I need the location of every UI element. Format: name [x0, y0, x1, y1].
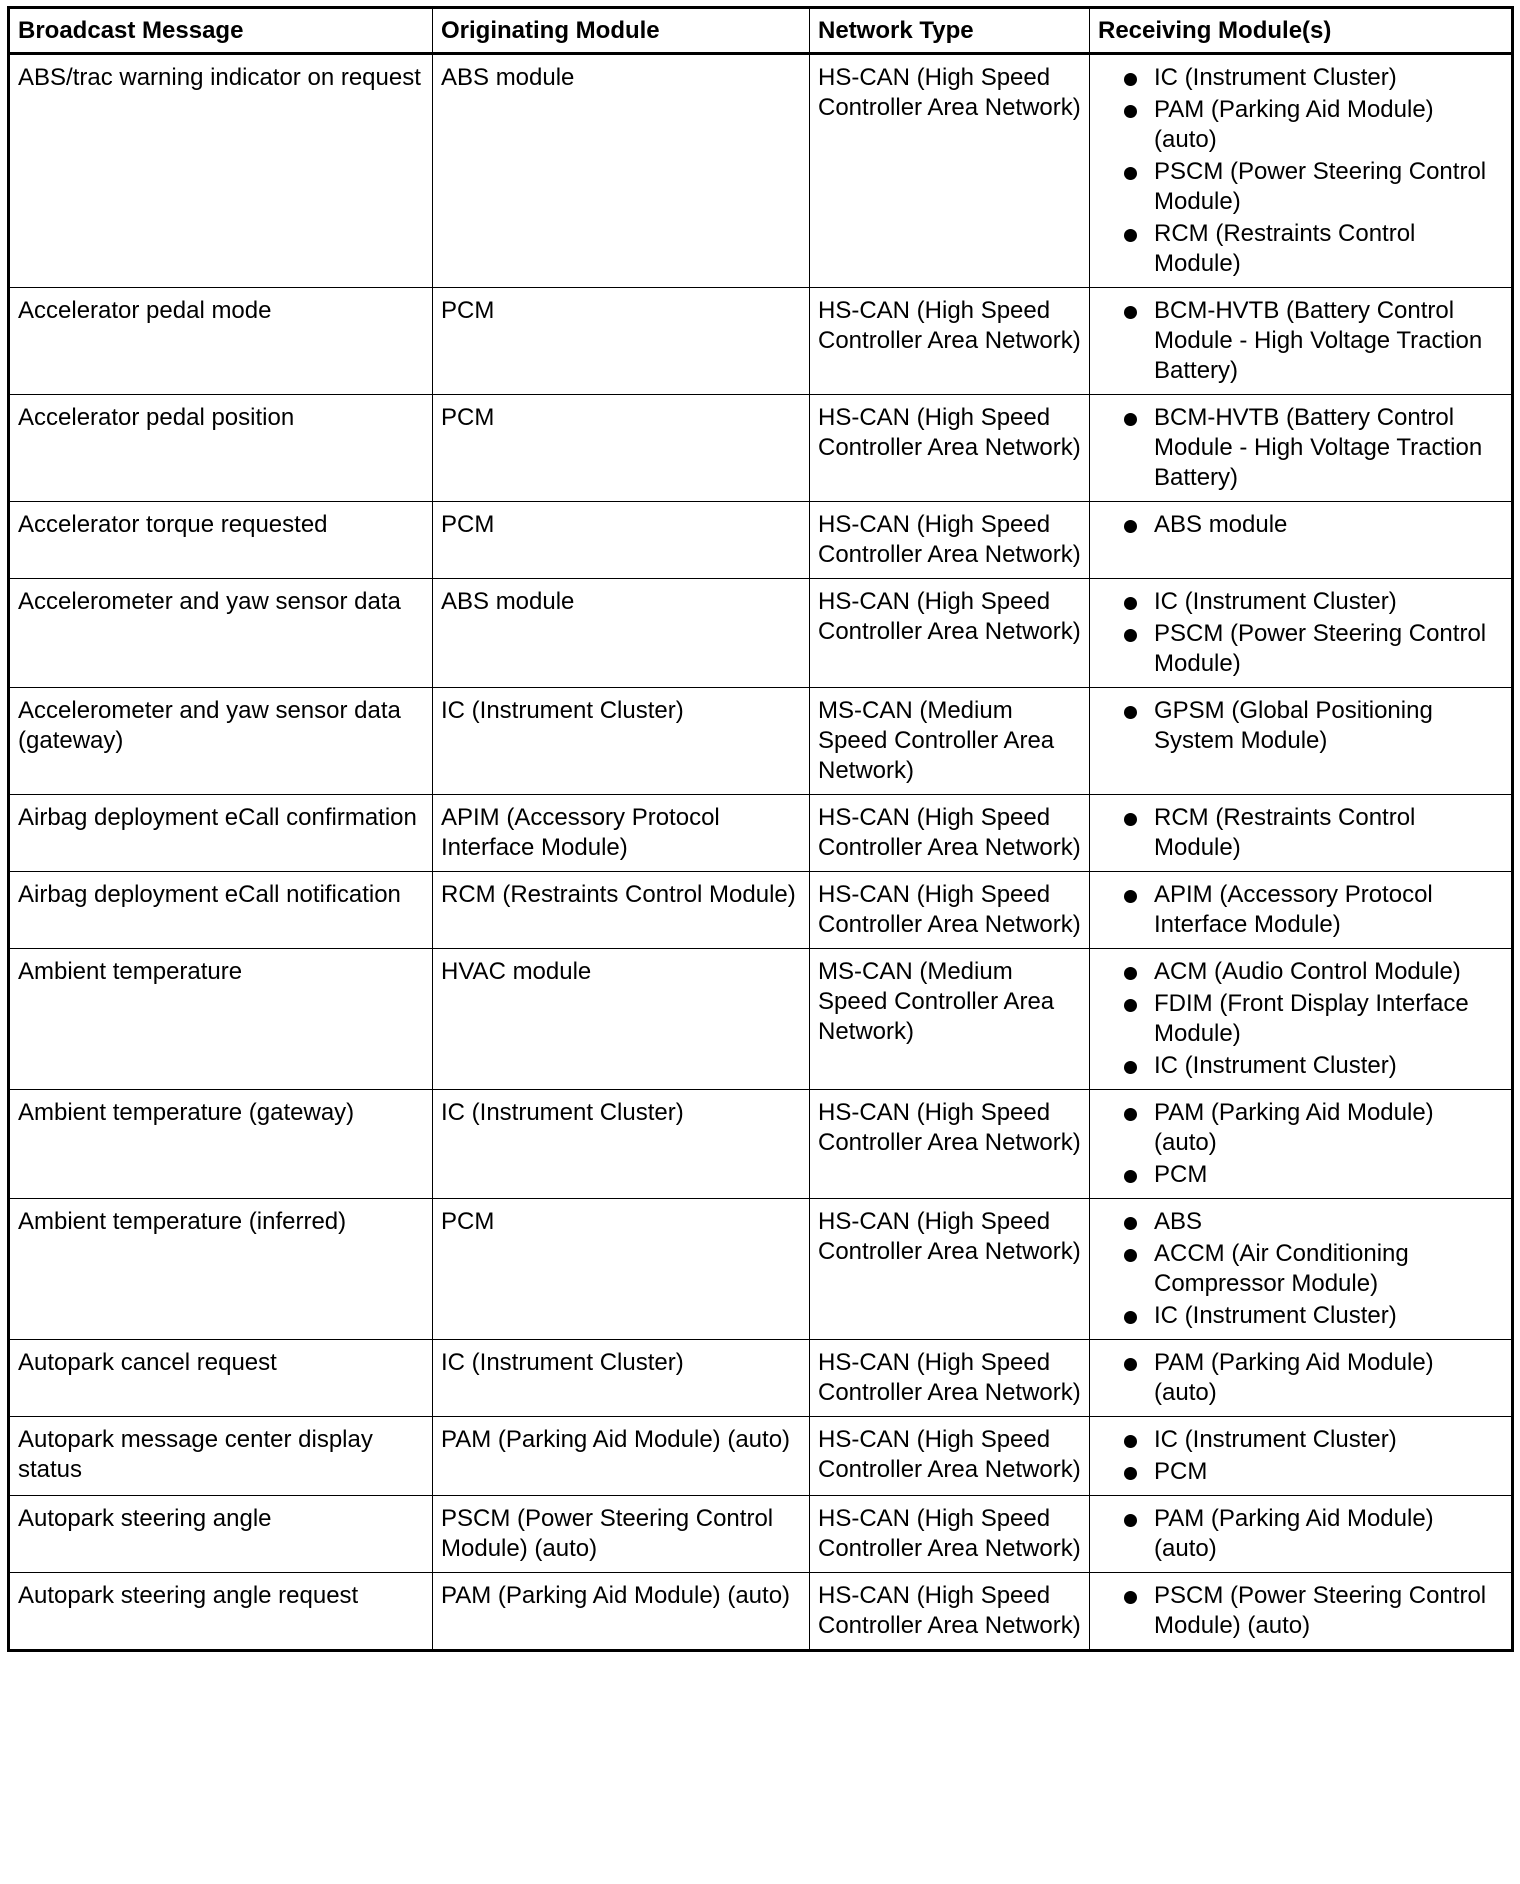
receiving-module-label: IC (Instrument Cluster) — [1154, 1302, 1397, 1329]
cell-broadcast-message: Autopark steering angle — [9, 1496, 433, 1573]
header-receiving-modules: Receiving Module(s) — [1090, 8, 1513, 54]
cell-originating-module: APIM (Accessory Protocol Interface Module) — [433, 795, 810, 872]
list-item — [1098, 957, 1503, 987]
bullet-icon — [1124, 520, 1137, 533]
cell-originating-module: PCM — [433, 288, 810, 395]
bullet-icon — [1124, 1170, 1137, 1183]
cell-originating-module: IC (Instrument Cluster) — [433, 1340, 810, 1417]
bullet-icon — [1124, 306, 1137, 319]
cell-receiving-modules — [1090, 579, 1513, 688]
cell-network-type: HS-CAN (High Speed Controller Area Network) — [810, 1496, 1090, 1573]
receiving-module-list — [1098, 296, 1503, 386]
receiving-module-list — [1098, 696, 1503, 756]
receiving-module-label: BCM-HVTB (Battery Control Module - High Voltage Traction Battery) — [1154, 404, 1483, 491]
receiving-module-label: GPSM (Global Positioning System Module) — [1154, 697, 1433, 754]
list-item — [1098, 157, 1503, 217]
list-item — [1098, 1051, 1503, 1081]
bullet-icon — [1124, 167, 1137, 180]
cell-broadcast-message: Autopark cancel request — [9, 1340, 433, 1417]
table-row — [9, 795, 1513, 872]
receiving-module-label: IC (Instrument Cluster) — [1154, 1052, 1397, 1079]
list-item — [1098, 1457, 1503, 1487]
bullet-icon — [1124, 967, 1137, 980]
cell-receiving-modules — [1090, 1417, 1513, 1496]
cell-network-type: HS-CAN (High Speed Controller Area Network) — [810, 579, 1090, 688]
cell-receiving-modules — [1090, 1496, 1513, 1573]
receiving-module-list — [1098, 957, 1503, 1081]
list-item — [1098, 989, 1503, 1049]
receiving-module-label: IC (Instrument Cluster) — [1154, 588, 1397, 615]
list-item — [1098, 219, 1503, 279]
table-row — [9, 288, 1513, 395]
cell-originating-module: IC (Instrument Cluster) — [433, 1090, 810, 1199]
bullet-icon — [1124, 1217, 1137, 1230]
list-item — [1098, 803, 1503, 863]
receiving-module-list — [1098, 1425, 1503, 1487]
cell-broadcast-message: Autopark message center display status — [9, 1417, 433, 1496]
receiving-module-label: PSCM (Power Steering Control Module) — [1154, 158, 1487, 215]
cell-network-type: HS-CAN (High Speed Controller Area Network) — [810, 1199, 1090, 1340]
list-item — [1098, 696, 1503, 756]
cell-network-type: HS-CAN (High Speed Controller Area Network) — [810, 1417, 1090, 1496]
list-item — [1098, 95, 1503, 155]
cell-receiving-modules — [1090, 395, 1513, 502]
cell-receiving-modules — [1090, 1199, 1513, 1340]
table-header-row — [9, 8, 1513, 54]
bullet-icon — [1124, 1591, 1137, 1604]
receiving-module-label: PAM (Parking Aid Module) (auto) — [1154, 1349, 1434, 1406]
table-body — [9, 54, 1513, 1651]
cell-network-type: HS-CAN (High Speed Controller Area Network) — [810, 795, 1090, 872]
bullet-icon — [1124, 1514, 1137, 1527]
receiving-module-list — [1098, 403, 1503, 493]
receiving-module-label: ACCM (Air Conditioning Compressor Module) — [1154, 1240, 1409, 1297]
cell-broadcast-message: Accelerator pedal mode — [9, 288, 433, 395]
receiving-module-label: PAM (Parking Aid Module) (auto) — [1154, 96, 1434, 153]
cell-broadcast-message: Autopark steering angle request — [9, 1573, 433, 1651]
receiving-module-label: PSCM (Power Steering Control Module) — [1154, 620, 1487, 677]
receiving-module-list — [1098, 1504, 1503, 1564]
cell-receiving-modules — [1090, 872, 1513, 949]
table-row — [9, 949, 1513, 1090]
receiving-module-label: BCM-HVTB (Battery Control Module - High Voltage Traction Battery) — [1154, 297, 1483, 384]
receiving-module-label: ABS module — [1154, 511, 1288, 538]
cell-network-type: HS-CAN (High Speed Controller Area Network) — [810, 395, 1090, 502]
table-row — [9, 1340, 1513, 1417]
bullet-icon — [1124, 105, 1137, 118]
receiving-module-label: PAM (Parking Aid Module) (auto) — [1154, 1505, 1434, 1562]
table-row — [9, 1090, 1513, 1199]
cell-originating-module: PCM — [433, 502, 810, 579]
list-item — [1098, 1581, 1503, 1641]
list-item — [1098, 587, 1503, 617]
cell-receiving-modules — [1090, 1573, 1513, 1651]
bullet-icon — [1124, 706, 1137, 719]
receiving-module-label: IC (Instrument Cluster) — [1154, 1426, 1397, 1453]
cell-receiving-modules — [1090, 288, 1513, 395]
list-item — [1098, 1207, 1503, 1237]
receiving-module-label: ACM (Audio Control Module) — [1154, 958, 1461, 985]
table-row — [9, 872, 1513, 949]
cell-network-type: HS-CAN (High Speed Controller Area Network) — [810, 288, 1090, 395]
receiving-module-label: RCM (Restraints Control Module) — [1154, 804, 1416, 861]
receiving-module-list — [1098, 1098, 1503, 1190]
table-row — [9, 1496, 1513, 1573]
cell-network-type: HS-CAN (High Speed Controller Area Network) — [810, 502, 1090, 579]
receiving-module-list — [1098, 587, 1503, 679]
list-item — [1098, 1301, 1503, 1331]
list-item — [1098, 1425, 1503, 1455]
cell-originating-module: ABS module — [433, 54, 810, 288]
cell-receiving-modules — [1090, 502, 1513, 579]
bullet-icon — [1124, 1311, 1137, 1324]
list-item — [1098, 1160, 1503, 1190]
cell-network-type: HS-CAN (High Speed Controller Area Network) — [810, 1090, 1090, 1199]
table-row — [9, 1573, 1513, 1651]
cell-receiving-modules — [1090, 54, 1513, 288]
receiving-module-list — [1098, 510, 1503, 540]
bullet-icon — [1124, 73, 1137, 86]
cell-network-type: HS-CAN (High Speed Controller Area Network) — [810, 54, 1090, 288]
bullet-icon — [1124, 890, 1137, 903]
list-item — [1098, 296, 1503, 386]
cell-broadcast-message: Accelerometer and yaw sensor data — [9, 579, 433, 688]
bullet-icon — [1124, 1358, 1137, 1371]
list-item — [1098, 1098, 1503, 1158]
header-broadcast-message: Broadcast Message — [9, 8, 433, 54]
cell-originating-module: PAM (Parking Aid Module) (auto) — [433, 1573, 810, 1651]
bullet-icon — [1124, 1249, 1137, 1262]
cell-originating-module: PCM — [433, 395, 810, 502]
cell-originating-module: PAM (Parking Aid Module) (auto) — [433, 1417, 810, 1496]
table-row — [9, 54, 1513, 288]
cell-originating-module: HVAC module — [433, 949, 810, 1090]
cell-broadcast-message: Accelerator pedal position — [9, 395, 433, 502]
receiving-module-list — [1098, 1348, 1503, 1408]
cell-receiving-modules — [1090, 688, 1513, 795]
receiving-module-list — [1098, 1207, 1503, 1331]
table-row — [9, 579, 1513, 688]
list-item — [1098, 619, 1503, 679]
receiving-module-label: PAM (Parking Aid Module) (auto) — [1154, 1099, 1434, 1156]
bullet-icon — [1124, 413, 1137, 426]
cell-receiving-modules — [1090, 795, 1513, 872]
cell-network-type: HS-CAN (High Speed Controller Area Network) — [810, 1340, 1090, 1417]
list-item — [1098, 510, 1503, 540]
cell-originating-module: ABS module — [433, 579, 810, 688]
table-row — [9, 688, 1513, 795]
cell-broadcast-message: Accelerator torque requested — [9, 502, 433, 579]
cell-receiving-modules — [1090, 1090, 1513, 1199]
list-item — [1098, 880, 1503, 940]
bullet-icon — [1124, 1108, 1137, 1121]
header-originating-module: Originating Module — [433, 8, 810, 54]
cell-network-type: MS-CAN (Medium Speed Controller Area Network) — [810, 688, 1090, 795]
bullet-icon — [1124, 999, 1137, 1012]
bullet-icon — [1124, 1435, 1137, 1448]
cell-broadcast-message: Ambient temperature (inferred) — [9, 1199, 433, 1340]
cell-network-type: HS-CAN (High Speed Controller Area Network) — [810, 1573, 1090, 1651]
cell-originating-module: RCM (Restraints Control Module) — [433, 872, 810, 949]
cell-broadcast-message: Ambient temperature — [9, 949, 433, 1090]
receiving-module-label: FDIM (Front Display Interface Module) — [1154, 990, 1469, 1047]
receiving-module-list — [1098, 880, 1503, 940]
bullet-icon — [1124, 229, 1137, 242]
cell-broadcast-message: Ambient temperature (gateway) — [9, 1090, 433, 1199]
cell-originating-module: PSCM (Power Steering Control Module) (auto) — [433, 1496, 810, 1573]
cell-originating-module: PCM — [433, 1199, 810, 1340]
bullet-icon — [1124, 629, 1137, 642]
bullet-icon — [1124, 1467, 1137, 1480]
cell-receiving-modules — [1090, 1340, 1513, 1417]
cell-receiving-modules — [1090, 949, 1513, 1090]
header-network-type: Network Type — [810, 8, 1090, 54]
list-item — [1098, 1504, 1503, 1564]
receiving-module-label: RCM (Restraints Control Module) — [1154, 220, 1416, 277]
cell-network-type: MS-CAN (Medium Speed Controller Area Network) — [810, 949, 1090, 1090]
cell-broadcast-message: ABS/trac warning indicator on request — [9, 54, 433, 288]
receiving-module-label: APIM (Accessory Protocol Interface Module) — [1154, 881, 1433, 938]
bullet-icon — [1124, 813, 1137, 826]
cell-broadcast-message: Accelerometer and yaw sensor data (gateway) — [9, 688, 433, 795]
cell-broadcast-message: Airbag deployment eCall notification — [9, 872, 433, 949]
list-item — [1098, 1348, 1503, 1408]
table-row — [9, 502, 1513, 579]
table-row — [9, 1417, 1513, 1496]
list-item — [1098, 63, 1503, 93]
receiving-module-list — [1098, 1581, 1503, 1641]
receiving-module-label: PSCM (Power Steering Control Module) (auto) — [1154, 1582, 1487, 1639]
list-item — [1098, 1239, 1503, 1299]
receiving-module-list — [1098, 803, 1503, 863]
broadcast-message-table — [7, 6, 1514, 1652]
bullet-icon — [1124, 1061, 1137, 1074]
cell-originating-module: IC (Instrument Cluster) — [433, 688, 810, 795]
table-row — [9, 395, 1513, 502]
cell-broadcast-message: Airbag deployment eCall confirmation — [9, 795, 433, 872]
table-row — [9, 1199, 1513, 1340]
receiving-module-label: PCM — [1154, 1161, 1208, 1188]
receiving-module-label: PCM — [1154, 1458, 1208, 1485]
receiving-module-list — [1098, 63, 1503, 279]
cell-network-type: HS-CAN (High Speed Controller Area Network) — [810, 872, 1090, 949]
bullet-icon — [1124, 597, 1137, 610]
list-item — [1098, 403, 1503, 493]
receiving-module-label: IC (Instrument Cluster) — [1154, 64, 1397, 91]
receiving-module-label: ABS — [1154, 1208, 1203, 1235]
